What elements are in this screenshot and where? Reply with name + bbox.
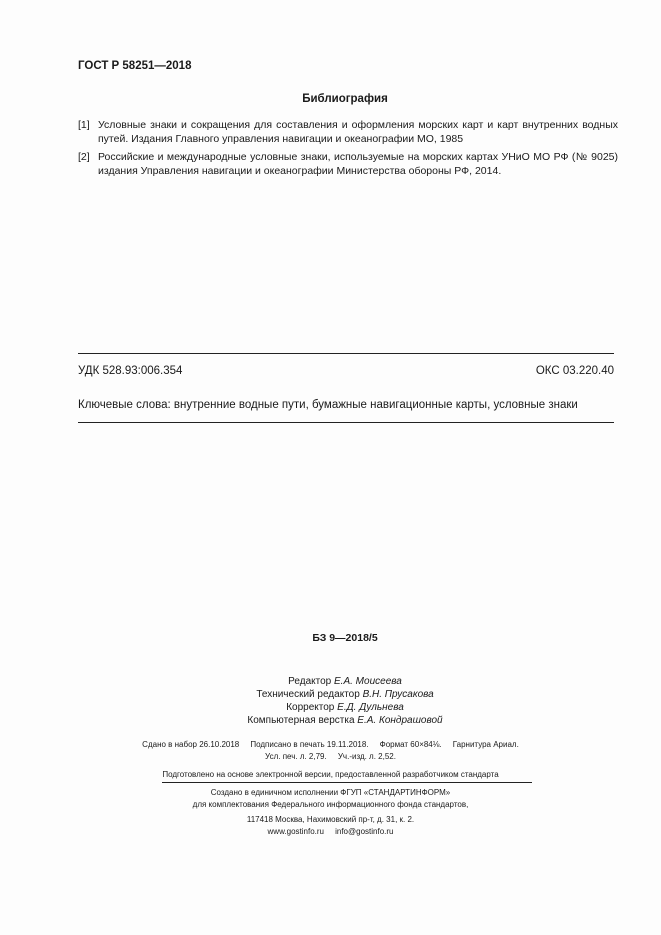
credit-name: В.Н. Прусакова: [362, 689, 434, 700]
divider: [78, 422, 614, 423]
credit-role: Компьютерная верстка: [247, 715, 355, 726]
credit-line: [0, 701, 661, 714]
credit-role: Корректор: [286, 702, 335, 713]
bz-number: БЗ 9—2018/5: [312, 632, 378, 644]
created-line-2: для комплектования Федерального информационного фонда стандартов,: [192, 800, 469, 809]
credit-line: [0, 688, 661, 701]
keywords: Ключевые слова: внутренние водные пути, бумажные навигационные карты, условные знаки: [78, 399, 578, 411]
email-link[interactable]: info@gostinfo.ru: [335, 827, 394, 836]
ref-number: [1]: [78, 119, 90, 131]
divider: [162, 782, 532, 783]
credit-name: Е.А. Кондрашовой: [357, 715, 443, 726]
credit-role: Редактор: [288, 676, 332, 687]
divider: [78, 353, 614, 354]
imprint-line-1: Сдано в набор 26.10.2018 Подписано в печать 19.11.2018. Формат 60×84⅛. Гарнитура Ариал.: [142, 740, 519, 749]
standard-header: ГОСТ Р 58251—2018: [78, 60, 192, 72]
imprint-line-2: Усл. печ. л. 2,79. Уч.-изд. л. 2,52.: [265, 752, 396, 761]
bibliography-title: Библиография: [302, 93, 388, 105]
credit-line: [0, 675, 661, 688]
oks-code: ОКС 03.220.40: [535, 365, 614, 377]
created-line-1: Создано в единичном исполнении ФГУП «СТАНДАРТИНФОРМ»: [210, 788, 451, 797]
credits: [0, 675, 661, 727]
ref-number: [2]: [78, 151, 90, 163]
credit-name: Е.А. Моисеева: [334, 676, 402, 687]
credit-name: Е.Д. Дульнева: [337, 702, 404, 713]
ref-text: Российские и международные условные знаки, используемые на морских картах УНиО МО РФ (№ 9025) издания Управления навигации и океанографии Министерства обороны РФ, 2014.: [98, 151, 618, 177]
contacts: [0, 825, 661, 838]
udk-code: УДК 528.93:006.354: [78, 365, 183, 377]
ref-text: Условные знаки и сокращения для составления и оформления морских карт и карт внутренних водных путей. Издания Главного управления навигации и океанографии МО, 1985: [98, 119, 618, 145]
address: 117418 Москва, Нахимовский пр-т, д. 31, к. 2.: [246, 815, 415, 824]
prepared-note: Подготовлено на основе электронной версии, предоставленной разработчиком стандарта: [162, 770, 499, 779]
credit-role: Технический редактор: [256, 689, 360, 700]
bibliography-item: [78, 118, 618, 146]
credit-line: [0, 714, 661, 727]
website-link[interactable]: www.gostinfo.ru: [267, 827, 324, 836]
bibliography-item: [78, 150, 618, 178]
